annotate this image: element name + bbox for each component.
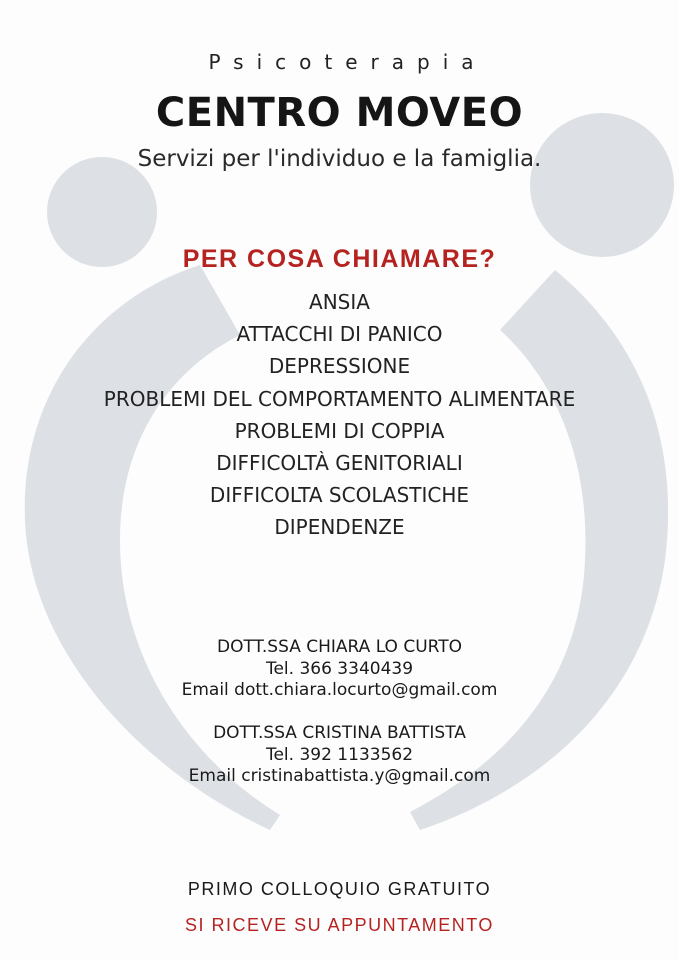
issue-item: PROBLEMI DI COPPIA — [234, 418, 445, 443]
issue-item: PROBLEMI DEL COMPORTAMENTO ALIMENTARE — [103, 386, 576, 411]
issue-item: DIPENDENZE — [274, 515, 405, 540]
section-heading: PER COSA CHIAMARE? — [182, 245, 497, 273]
contact-email: Email cristinabattista.y@gmail.com — [188, 766, 491, 786]
contact-phone: Tel. 392 1133562 — [265, 744, 414, 765]
contact-block — [0, 723, 679, 788]
footer-free-consultation: PRIMO COLLOQUIO GRATUITO — [187, 879, 492, 899]
issues-list — [0, 286, 679, 544]
issue-item: DIFFICOLTA SCOLASTICHE — [209, 483, 470, 508]
contact-phone: Tel. 366 3340439 — [265, 658, 414, 679]
footer-appointment-note: SI RICEVE SU APPUNTAMENTO — [185, 915, 494, 935]
contact-block — [0, 637, 679, 702]
page-title: CENTRO MOVEO — [155, 90, 524, 136]
issue-item: ATTACCHI DI PANICO — [236, 322, 443, 347]
kicker-text: Psicoterapia — [208, 50, 487, 74]
issue-item: DIFFICOLTÀ GENITORIALI — [216, 451, 463, 476]
issue-item: ANSIA — [309, 290, 370, 314]
contact-email: Email dott.chiara.locurto@gmail.com — [181, 680, 498, 700]
subtitle-text: Servizi per l'individuo e la famiglia. — [137, 146, 542, 172]
contact-name: DOTT.SSA CHIARA LO CURTO — [216, 637, 462, 657]
issue-item: DEPRESSIONE — [268, 354, 411, 379]
contact-name: DOTT.SSA CRISTINA BATTISTA — [213, 723, 466, 743]
